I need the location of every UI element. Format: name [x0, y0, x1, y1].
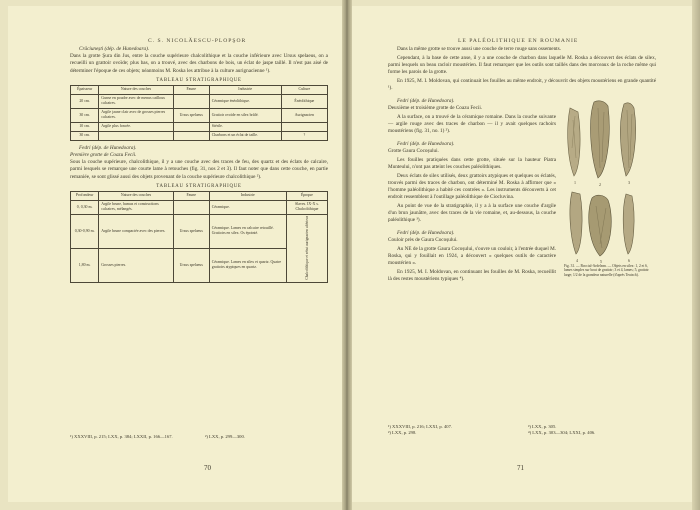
table-cell: Argile brune, humus et constructions calcaires, mélangés.: [99, 200, 174, 214]
section-subheading: Couloir près de Gaura Cocoșului.: [388, 237, 458, 244]
rotated-epoch-label: Chalcolithique et rebut aurignacien ultérieur: [304, 216, 309, 280]
table-cell: Grattoir ovoïde en silex brûlé.: [209, 108, 281, 122]
fig-label-6: 6: [628, 257, 630, 263]
table-cell: Céramique énéolithique.: [209, 94, 281, 108]
left-paragraph-2: [70, 145, 328, 181]
section-heading: Crăciunești (dép. de Hunedoara).: [79, 46, 150, 52]
table-row: [71, 214, 328, 248]
right-paragraph: Au NE de la grotte Gaura Cocoșului, s'ouvre un couloir, à l'entrée duquel M. Roska, qui y fouillait en 1924, a découvert « quelques outils de caractère moustérien ».: [388, 245, 556, 267]
left-page: [8, 6, 342, 502]
fig-label-1: 1: [574, 179, 576, 185]
section-subheading: Grotte Gaura Cocoșului.: [388, 147, 439, 154]
right-paragraph: A la surface, on a trouvé de la céramique romaine. Dans la couche suivante — argile rouge avec des traces de charbon — il y avait quelques rachoirs moustériens (fig. 31, no. 1) ²).: [388, 113, 556, 135]
right-paragraph: Dans la même grotte se trouve aussi une couche de terre rouge sans ossements.: [397, 46, 561, 52]
table-cell: Ursus spelaeus: [173, 248, 209, 282]
table-cell: Ursus spelaeus: [173, 108, 209, 122]
table-cell: ?: [281, 131, 327, 140]
table-cell: 30 cm.: [71, 108, 99, 122]
table-cell: Argile brune compactée avec des pierres.: [99, 214, 174, 248]
right-paragraph: Au point de vue de la stratigraphie, il y a à la surface une couche d'argile d'un brun jaunâtre, avec des traces de la vie romaine, et, au-dessous, la couche paléolithique ³).: [388, 202, 556, 224]
footnote: ¹) XXXVIII, p. 216; LXXI, p. 407.: [388, 424, 453, 429]
table-title-1: TABLEAU STRATIGRAPHIQUE: [156, 77, 242, 83]
table-header: Industrie: [209, 85, 281, 94]
section-body: Dans la grotte Şura din Jus, entre la couche supérieure chalcolithique et la couche inférieure avec Ursus spelaeus, on a recueilli un grattoir ovoïde; plus bas, on a trouvé, avec des charbons de bois, un éclat de jaspe taillé. Il n'est pas aisé de déterminer l'époque de ces objets; néanmoins M. Roska les attribue à la culture aurignacienne ¹).: [70, 53, 328, 74]
table-cell: 0, 0,30 m.: [71, 200, 99, 214]
section-heading: Fedri (dép. de Hunedoara).: [79, 144, 137, 151]
section-subheading: Deuxième et troisième grotte de Coazu Fecii.: [388, 104, 483, 111]
page-number-left: 70: [204, 464, 211, 472]
flint-scraper-5: [589, 195, 612, 256]
figure-caption: Fig. 31. — Boccial-Ardelean. — Objets en silex: 1, 2 et 6, lames simples sur bout de grattoir; 3 et 4, lames; 5, grattoir large; 1/2 de la grandeur naturelle (d'après Teutsch).: [564, 263, 649, 277]
right-running-head: LE PALÉOLITHIQUE EN ROUMANIE: [458, 38, 579, 44]
table-cell: Grosses pierres.: [99, 248, 174, 282]
footnote-column: [388, 424, 516, 436]
table-header: Nature des couches: [99, 191, 174, 200]
table-cell: [173, 131, 209, 140]
table-cell: Énéolithique: [281, 94, 327, 108]
table-title-2: TABLEAU STRATIGRAPHIQUE: [156, 183, 242, 189]
table-cell: 30 cm.: [71, 131, 99, 140]
page-number-right: 71: [517, 464, 524, 472]
fig-label-5: 5: [600, 258, 602, 264]
table-header: Profondeur: [71, 191, 99, 200]
table-cell: Céramique.: [209, 200, 286, 214]
table-cell: Aurignacien: [281, 108, 327, 122]
table-cell: [173, 122, 209, 131]
fig-label-4: 4: [576, 257, 578, 263]
right-footnotes: [388, 424, 656, 436]
table-header: Faune: [173, 191, 209, 200]
figure-31: [564, 98, 656, 278]
left-footnotes: [70, 434, 328, 440]
table-cell: Slaves. IX-X s. Chalcolithique: [286, 200, 327, 214]
footnote-column: [528, 424, 656, 436]
stratigraphic-table-1: [70, 85, 328, 141]
table-header: Nature des couches: [99, 85, 174, 94]
right-page: [352, 6, 692, 502]
section-body: Sous la couche supérieure, chalcolithique, il y a une couche avec des traces de feu, des quartz et des éclats de calcaire, parmi lesquels se remarque une courte lame à retouches (fig. 31, nos 2 et 3). Il faut noter que dans cette couche, en partie remaniée, se sont glissé aussi des objets provenant de la couche supérieure chalcolithique ²).: [70, 159, 328, 180]
table-cell: [173, 200, 209, 214]
table-row: [71, 200, 328, 214]
table-header: Époque: [286, 191, 327, 200]
right-paragraph: En 1925, M. I. Moldovan, qui continuait les fouilles au même endroit, y découvrit des objets moustériens en grande quantité ¹).: [388, 77, 656, 92]
stratigraphic-table-2: [70, 191, 328, 283]
right-paragraph: Deux éclats de silex utilisés, deux grattoirs atypiques et quelques os éclatés, trouvés parmi des traces de charbon, ont déterminé M. Roska à affirmer que « l'homme paléolithique a habité ces contrées ». Les instruments découverts à cet endroit ressemblent à l'outillage paléolithique de Ciocluvina.: [388, 172, 556, 201]
flint-blade-1: [568, 108, 580, 176]
section-subheading: Première grotte de Coazu Fecii.: [70, 152, 137, 159]
table-cell: Gunse en poudre avec de menus cailloux calcaires.: [99, 94, 174, 108]
table-header: Culture: [281, 85, 327, 94]
table-cell: 1,80 m.: [71, 248, 99, 282]
left-paragraph-1: [70, 46, 328, 75]
section-heading: Fedri (dép. de Hunedoara).: [397, 140, 455, 147]
table-cell: 10 cm.: [71, 122, 99, 131]
table-cell: [99, 131, 174, 140]
table-header-row: [71, 191, 328, 200]
table-row: [71, 94, 328, 108]
right-paragraph: En 1925, M. I. Moldovan, en continuant les fouilles de M. Roska, recueillit là des restes moustériens typiques ⁴).: [388, 268, 556, 283]
footnote: ¹) XXXVIII, p. 215; LXX, p. 384; LXXII, p. 166—167.: [70, 434, 173, 439]
table-cell: Charbons et un éclat de taille.: [209, 131, 281, 140]
right-paragraph: Les fouilles pratiquées dans cette grotte, située sur la hauteur Piatra Munteului, n'ont pas atteint les couches paléolithiques.: [388, 156, 556, 170]
footnote: ⁴) LXX, p. 303—304; LXXI, p. 406.: [528, 430, 596, 435]
flint-blade-4: [570, 192, 582, 254]
fig-label-3: 3: [628, 179, 630, 185]
table-cell: Argile jaune clair avec de grosses pierres calcaires.: [99, 108, 174, 122]
right-paragraph: Cependant, à la base de cette anse, il y a une couche de charbon dans laquelle M. Roska a découvert des éclats de silex, parmi lesquels un beau racloir moustérien. Il faut remarquer que les outils sont taillés dans des morceaux de la roche même qui forme les parois de la grotte.: [388, 54, 656, 76]
table-header: Industrie: [209, 191, 286, 200]
flint-blade-6: [623, 194, 634, 254]
section-heading: Fedri (dép. de Hunedoara).: [397, 229, 455, 236]
table-cell: Céramique. Lames en calcaire retouillé. Grattoirs en silex. Os épointé.: [209, 214, 286, 248]
footnote: ²) LXX, p. 298.: [388, 430, 417, 435]
table-cell: 0,30-0,90 m.: [71, 214, 99, 248]
table-row: [71, 108, 328, 122]
book-gutter: [342, 0, 352, 510]
footnote: ³) LXX, p. 305.: [528, 424, 557, 429]
table-cell: Stérile.: [209, 122, 281, 131]
table-cell: Argile plus foncée.: [99, 122, 174, 131]
table-cell: 20 cm.: [71, 94, 99, 108]
table-cell: Céramique. Lames en silex et quartz. Quatre grattoirs atypiques en quartz.: [209, 248, 286, 282]
fig-label-2: 2: [599, 181, 601, 187]
table-cell: [173, 94, 209, 108]
flint-tools-illustration: [564, 98, 656, 264]
footnote: ²) LXX, p. 299—300.: [205, 434, 245, 439]
table-cell: Ursus spelaeus: [173, 214, 209, 248]
stone-tools-figure: [564, 98, 656, 264]
page-edge: [692, 0, 700, 510]
table-header-row: [71, 85, 328, 94]
table-row: [71, 131, 328, 140]
table-cell-rotated: [286, 214, 327, 282]
table-header: Épaisseur: [71, 85, 99, 94]
left-running-head: C. S. NICOLĂESCU-PLOPŞOR: [148, 38, 247, 44]
table-cell: [281, 122, 327, 131]
section-heading: Fedri (dép. de Hunedoara).: [397, 97, 455, 104]
table-header: Faune: [173, 85, 209, 94]
table-row: [71, 122, 328, 131]
